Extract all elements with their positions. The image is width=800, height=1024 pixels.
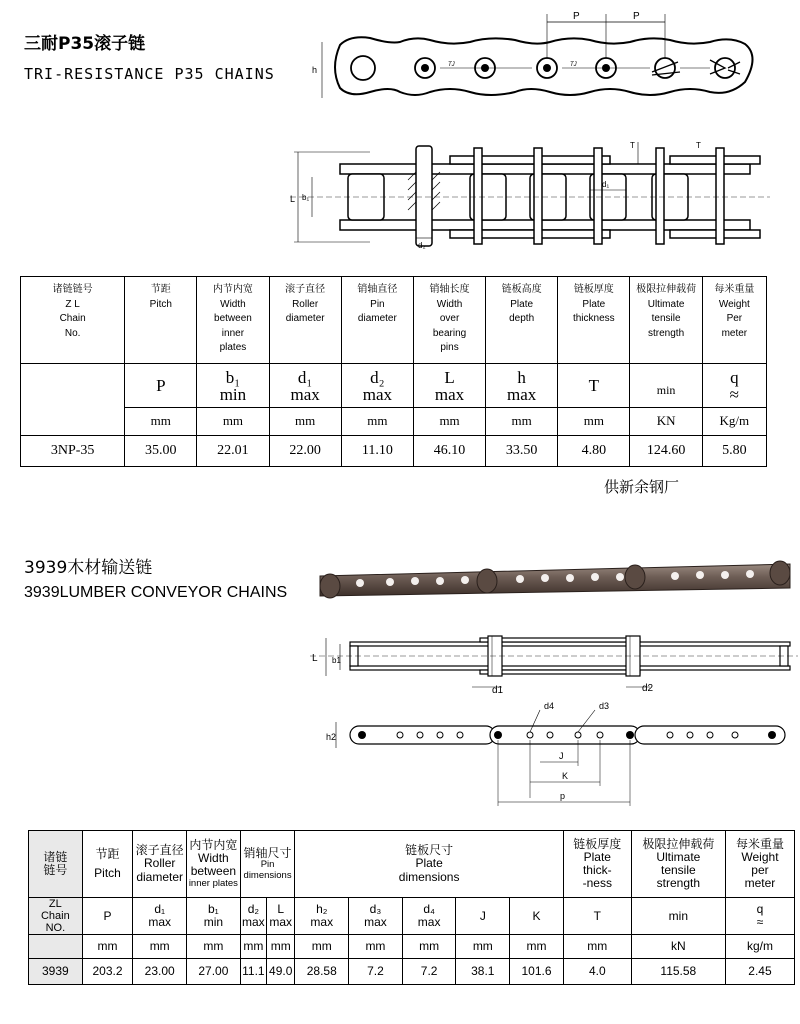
header-en: Width — [436, 298, 463, 310]
p35-header-weight — [702, 277, 766, 364]
unit-cell: mm — [187, 935, 241, 959]
header-en: Plate — [510, 298, 534, 310]
header-cn: 链板尺寸 — [405, 843, 454, 858]
value-cell: 124.60 — [630, 436, 702, 467]
unit-cell: mm — [269, 408, 341, 436]
p35-sym-min — [630, 364, 702, 408]
unit-cell: mm — [125, 408, 197, 436]
p35-sym-L — [414, 364, 486, 408]
header-cn: 滚子直径 — [285, 284, 326, 295]
header-en: Pitch — [149, 298, 172, 310]
lumber-sym: h₂ max — [295, 898, 349, 935]
lumber-spec-table — [28, 830, 795, 985]
header-en: over — [439, 313, 460, 324]
header-en: diameter — [285, 313, 325, 324]
value-cell: 22.01 — [197, 436, 269, 467]
d1-label-2: d1 — [492, 685, 504, 696]
p35-header-roller — [269, 277, 341, 364]
T-label-1: T — [630, 141, 635, 150]
p35-header-tensile — [630, 277, 702, 364]
value-cell: 28.58 — [295, 959, 349, 985]
b1-label-2: b1 — [332, 656, 341, 665]
symbol-sub: min — [656, 382, 676, 397]
header-en: Z L — [65, 298, 80, 310]
L-label-2: L — [312, 653, 318, 664]
section1-title-en: TRI-RESISTANCE P35 CHAINS — [24, 65, 275, 83]
symbol-sub: max — [434, 384, 465, 404]
symbol: q — [730, 367, 739, 387]
symbol: b₁ — [225, 367, 241, 387]
header-cn: 销轴长度 — [429, 284, 470, 295]
lumber-unit-spacer — [29, 935, 83, 959]
d1-label-top: d₁ — [602, 180, 610, 189]
lumber-sym: q ≈ — [725, 898, 794, 935]
symbol: L — [444, 367, 455, 387]
unit-cell: mm — [341, 408, 413, 436]
p35-chain-no-spacer — [21, 364, 125, 436]
unit-cell: mm — [558, 408, 630, 436]
d4-label: d4 — [544, 701, 555, 711]
value-cell: 11.1 — [240, 959, 266, 985]
p35-sym-q — [702, 364, 766, 408]
lumber-header-tensile — [631, 831, 725, 898]
lumber-sym: P — [82, 898, 133, 935]
section2-title-en: 3939LUMBER CONVEYOR CHAINS — [24, 584, 288, 601]
lumber-chain-top-view — [310, 628, 800, 703]
unit-cell: mm — [82, 935, 133, 959]
p35-sym-b1 — [197, 364, 269, 408]
section1-title-cn: 三耐P35滚子链 — [24, 34, 146, 54]
table-row — [21, 436, 767, 467]
p35-sym-h — [486, 364, 558, 408]
lumber-symbol-row — [29, 898, 795, 935]
header-en: Pitch — [94, 866, 121, 880]
unit-cell: mm — [349, 935, 403, 959]
section2-title-cn: 3939木材输送链 — [24, 558, 153, 578]
header-cn: 链板高度 — [501, 284, 542, 295]
value-cell: 35.00 — [125, 436, 197, 467]
header-cn: 节距 — [95, 846, 120, 861]
header-en: Plate dimensions — [398, 856, 460, 884]
header-cn: 节距 — [150, 284, 171, 295]
supplier-note: 供新余钢厂 — [604, 480, 680, 496]
p35-sym-T — [558, 364, 630, 408]
value-cell: 101.6 — [510, 959, 564, 985]
d3-label: d3 — [599, 701, 610, 711]
K-label: K — [562, 771, 569, 781]
symbol: h — [517, 367, 526, 387]
lumber-sym: J — [456, 898, 510, 935]
header-en: Pin dimensions — [243, 859, 292, 881]
lumber-header-roller — [133, 831, 187, 898]
header-cn: 每米重量 — [714, 284, 755, 295]
value-cell: 7.2 — [349, 959, 403, 985]
header-en: Roller diameter — [136, 856, 184, 884]
value-cell: 11.10 — [341, 436, 413, 467]
header-en: plates — [219, 342, 247, 353]
header-en: Plate thick- -ness — [582, 849, 612, 891]
p35-sym-p — [125, 364, 197, 408]
lumber-header-thickness — [563, 831, 631, 898]
header-en: pins — [440, 342, 459, 353]
pitch-label-1: P — [573, 11, 580, 22]
lumber-header-row — [29, 831, 795, 898]
header-en: Chain — [59, 313, 86, 324]
lumber-header-chain-cn: 诸链 链号 — [29, 831, 83, 898]
lumber-header-plate — [295, 831, 563, 898]
header-cn: 链板厚度 — [573, 836, 622, 851]
lumber-sym: d₁ max — [133, 898, 187, 935]
height-label: h — [312, 65, 318, 75]
p35-header-row — [21, 277, 767, 364]
value-cell: 38.1 — [456, 959, 510, 985]
p35-header-chain-no — [21, 277, 125, 364]
header-en: tensile — [651, 313, 681, 324]
unit-cell: mm — [133, 935, 187, 959]
symbol-sub: max — [362, 384, 393, 404]
T-label-2: T — [696, 141, 701, 150]
p35-header-plate-thickness — [558, 277, 630, 364]
header-cn: 内节内宽 — [189, 838, 238, 852]
symbol-sub: ≈ — [729, 384, 740, 404]
lumber-header-width — [187, 831, 241, 898]
unit-cell: kg/m — [725, 935, 794, 959]
symbol: d₁ — [297, 367, 313, 387]
value-cell: 49.0 — [267, 959, 295, 985]
unit-cell: KN — [630, 408, 702, 436]
header-en: Ultimate tensile strength — [656, 849, 701, 891]
value-cell: 115.58 — [631, 959, 725, 985]
value-cell: 2.45 — [725, 959, 794, 985]
lumber-chain-side-view — [310, 700, 800, 810]
lumber-header-pin — [240, 831, 295, 898]
lumber-sym: d₃ max — [349, 898, 403, 935]
h2-label: h2 — [326, 732, 337, 742]
lumber-sym: d₂ max — [240, 898, 266, 935]
p-label: p — [560, 791, 566, 801]
tj-mark-1: TJ — [448, 62, 455, 68]
lumber-sym: b₁ min — [187, 898, 241, 935]
header-en: inner plates — [188, 877, 238, 889]
lumber-sym: min — [631, 898, 725, 935]
d2-label-top: d₂ — [418, 241, 426, 250]
header-en: Weight — [718, 298, 750, 310]
header-en: No. — [64, 327, 81, 339]
unit-cell: mm — [402, 935, 456, 959]
lumber-unit-row — [29, 935, 795, 959]
lumber-sym: K — [510, 898, 564, 935]
header-en: bearing — [432, 327, 467, 339]
header-cn: 销轴直径 — [357, 284, 398, 295]
unit-cell: mm — [295, 935, 349, 959]
header-cn: 每米重量 — [735, 836, 784, 851]
symbol-sub: max — [290, 384, 320, 404]
lumber-chain-photo — [315, 556, 795, 602]
p35-header-pitch — [125, 277, 197, 364]
header-cn: 内节内宽 — [212, 284, 253, 295]
header-en: depth — [509, 313, 535, 324]
unit-cell: mm — [456, 935, 510, 959]
symbol-sub: max — [507, 384, 537, 404]
lumber-header-weight — [725, 831, 794, 898]
header-cn: 销轴尺寸 — [243, 845, 292, 860]
symbol: P — [156, 376, 166, 395]
value-cell: 23.00 — [133, 959, 187, 985]
header-en: meter — [721, 327, 748, 339]
header-cn: 极限拉伸载荷 — [642, 836, 715, 851]
header-en: Roller — [292, 298, 319, 310]
value-cell: 22.00 — [269, 436, 341, 467]
unit-cell: mm — [563, 935, 631, 959]
header-en: thickness — [572, 313, 615, 324]
p35-sym-d2 — [341, 364, 413, 408]
roller-chain-top-view — [290, 120, 790, 260]
tj-mark-2: TJ — [570, 62, 577, 68]
value-cell: 27.00 — [187, 959, 241, 985]
p35-symbol-row — [21, 364, 767, 408]
lumber-sym: d₄ max — [402, 898, 456, 935]
pitch-label-2: P — [633, 11, 640, 22]
unit-cell: mm — [414, 408, 486, 436]
header-en: Width between — [190, 851, 237, 879]
unit-cell: kN — [631, 935, 725, 959]
lumber-header-pitch — [82, 831, 133, 898]
header-en: Width — [220, 298, 246, 310]
value-cell: 3NP-35 — [21, 436, 125, 467]
lumber-sym: T — [563, 898, 631, 935]
symbol: T — [588, 376, 600, 395]
value-cell: 5.80 — [702, 436, 766, 467]
p35-unit-row — [21, 408, 767, 436]
lumber-header-chain-en: ZL Chain NO. — [29, 898, 83, 935]
header-en: Per — [726, 313, 743, 324]
value-cell: 203.2 — [82, 959, 133, 985]
roller-chain-side-view — [300, 0, 800, 120]
header-cn: 链板厚度 — [573, 284, 614, 295]
header-en: Ultimate — [647, 298, 685, 310]
p35-header-width — [197, 277, 269, 364]
table-row — [29, 959, 795, 985]
header-cn: 诸链链号 — [52, 284, 93, 295]
J-label: J — [559, 751, 564, 761]
value-cell: 3939 — [29, 959, 83, 985]
lumber-sym: L max — [267, 898, 295, 935]
value-cell: 4.80 — [558, 436, 630, 467]
p35-sym-d1 — [269, 364, 341, 408]
header-en: Weight per meter — [741, 849, 779, 891]
header-en: between — [214, 313, 252, 324]
d2-label-2: d2 — [642, 683, 654, 694]
header-en: Plate — [582, 298, 606, 310]
b1-label: b₁ — [302, 193, 310, 202]
unit-cell: mm — [267, 935, 295, 959]
p35-header-plate-depth — [486, 277, 558, 364]
unit-cell: Kg/m — [702, 408, 766, 436]
unit-cell: mm — [197, 408, 269, 436]
p35-header-pin — [341, 277, 413, 364]
value-cell: 33.50 — [486, 436, 558, 467]
value-cell: 4.0 — [563, 959, 631, 985]
value-cell: 7.2 — [402, 959, 456, 985]
p35-spec-table — [20, 276, 767, 467]
symbol-sub: min — [219, 384, 247, 404]
symbol: d₂ — [370, 367, 385, 387]
unit-cell: mm — [510, 935, 564, 959]
unit-cell: mm — [240, 935, 266, 959]
L-label: L — [290, 194, 296, 204]
header-en: Pin — [370, 298, 385, 310]
unit-cell: mm — [486, 408, 558, 436]
header-en: diameter — [357, 313, 397, 324]
header-en: inner — [221, 327, 245, 339]
value-cell: 46.10 — [414, 436, 486, 467]
header-en: strength — [648, 327, 685, 339]
p35-header-pin-length — [414, 277, 486, 364]
header-cn: 滚子直径 — [135, 843, 184, 858]
header-cn: 极限拉伸载荷 — [636, 284, 697, 295]
